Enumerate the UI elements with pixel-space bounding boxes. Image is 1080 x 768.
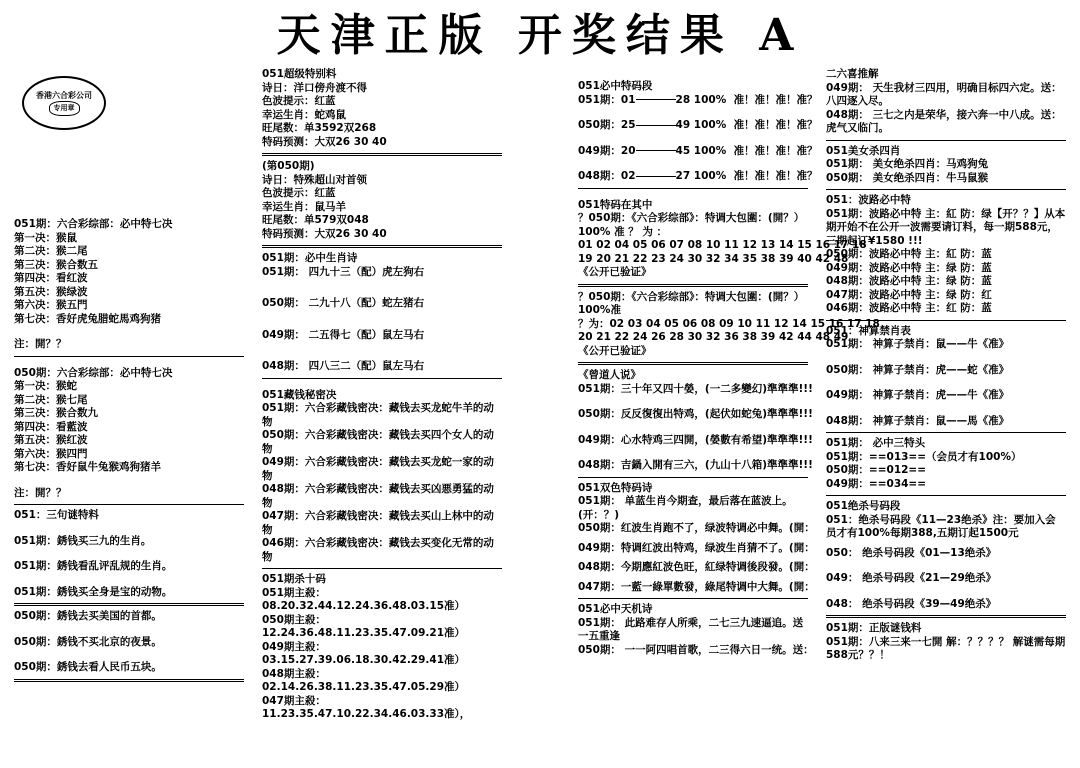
text-line: ？050期：《六合彩综部》：特调大包圍：(開？） <box>578 212 805 224</box>
text-line: 第五决：猴红波 <box>14 434 88 446</box>
text-line: 幸运生肖：鼠马羊 <box>262 200 346 213</box>
text-line: 049期：特调红波出特鸡，绿波生肖猜不了。(開： <box>578 541 815 554</box>
text-line: ？为：02 03 04 05 06 08 09 10 11 12 14 15 16 17 18 <box>578 317 880 330</box>
text-line: 特码预测：大双26 30 40 <box>262 227 387 240</box>
section-title: 051绝杀号码段 <box>826 500 901 512</box>
text-line: 050期：==012== <box>826 464 927 476</box>
text-line: 第三决：猴合数九 <box>14 407 98 419</box>
range-tag: 准！准！准！准？ <box>733 144 818 157</box>
text-line: 100%准 <box>578 304 621 316</box>
text-line: 050： 绝杀号码段《01—13绝杀》 <box>826 546 997 559</box>
range-end: 28 100% <box>675 93 727 106</box>
column-4 <box>826 68 1066 663</box>
text-line: 047期主殺：11.23.35.47.10.22.34.46.03.33准）， <box>262 694 471 720</box>
text-line: 049期：波路必中特 主：绿 防：蓝 <box>826 261 992 274</box>
column-1 <box>14 70 244 686</box>
text-line: 051：绝杀号码段《11—23绝杀》注：要加入会员才有100%每期388,五期订起1500元 <box>826 513 1056 539</box>
text-line: 048期： 三七之内是荣华，接六奔一中八成。送：虎气又临门。 <box>826 108 1062 134</box>
text-line: 048： 绝杀号码段《39—49绝杀》 <box>826 597 997 610</box>
section-title: 051藏钱秘密决 <box>262 388 337 401</box>
section-title: 051：三句谜特料 <box>14 509 99 521</box>
text-line: 051期：波路必中特 主：紅 防：绿【开？？】从本期开始不在公开一波需要请订料，每一期588元，三期起订¥1580 !!! <box>826 207 1066 247</box>
text-line: 049期：心水特鸡三四開，(嫈數有希望)準準準!!! <box>578 433 813 446</box>
text-line: 050期：波路必中特 主：紅 防：蓝 <box>826 248 992 260</box>
text-line: 051期： 单蓝生肖今期查，最后落在蓝波上。(开：？) <box>578 495 793 521</box>
secret-seven-050 <box>14 367 244 475</box>
text-line: 046期：波路必中特 主：红 防：蓝 <box>826 302 992 314</box>
section-title: 051期：正版谜钱料 <box>826 622 922 634</box>
text-line: 100% 准 ？ 为 ： <box>578 225 668 238</box>
section-title: 051超级特别料 <box>262 68 337 80</box>
text-line: 特码预测：大双26 30 40 <box>262 135 387 148</box>
text-line: 046期：六合彩藏钱密决：藏钱去买变化无常的动物 <box>262 537 494 563</box>
special-material-051 <box>262 68 502 149</box>
text-line: 第二决：猴七尾 <box>14 393 88 406</box>
range-end: 49 100% <box>675 119 727 131</box>
range-row <box>578 170 818 184</box>
text-line: 047期：一藍一綠單數發，綠尾特调中大舞。(開： <box>578 580 815 593</box>
text-line: 051期： 神算子禁肖：鼠——牛《准》 <box>826 338 1010 350</box>
text-line: 048期：六合彩藏钱密决：藏钱去买凶悪勇猛的动物 <box>262 483 494 509</box>
text-line: 051期： 美女绝杀四肖：马鸡狗兔 <box>826 158 989 170</box>
text-line: 051期：八来三来一七開 解：？？？？ 解谜需每期588元？？！ <box>826 635 1066 661</box>
text-line: 050期： 美女绝杀四肖：牛马鼠猴 <box>826 171 989 184</box>
text-line: 050期： 一一阿四唱首歌，二三得六日一统。送： <box>578 643 814 656</box>
text-line: 第七决：香好虎兔腊蛇馬鸡狗猪 <box>14 312 161 325</box>
text-line: 047期：波路必中特 主：绿 防：红 <box>826 288 992 301</box>
text-line: 048期：吉鍋入開有三六，(九山十八箱)準準準!!! <box>578 459 813 471</box>
range-row <box>578 93 818 108</box>
text-line: 051期：銹钱买全身是宝的动物。 <box>14 585 173 598</box>
text-line: 051期：銹钱看乱评乱规的生肖。 <box>14 560 173 572</box>
range-end: 45 100% <box>675 144 727 157</box>
page-title: 天津正版 开奖结果 A <box>276 10 804 61</box>
range-row <box>578 144 818 159</box>
note-line: 注：開？？ <box>14 486 67 499</box>
section-title: 051必中天机诗 <box>578 603 653 615</box>
text-line: 049期主殺：03.15.27.39.06.18.30.42.29.41准） <box>262 640 466 666</box>
text-line: 诗日：特殊超山对首领 <box>262 173 367 186</box>
section-title: 051双色特码诗 <box>578 481 653 494</box>
text-line: 《公开已验证》 <box>578 266 652 278</box>
text-line: 诗日：洋口傍舟渡不得 <box>262 81 367 94</box>
special-material-050 <box>262 160 502 241</box>
text-line: 第四决：看红波 <box>14 272 88 284</box>
text-line: 第一决：猴鼠 <box>14 231 77 244</box>
text-line: 色波提示：红蓝 <box>262 95 336 107</box>
text-line: 050期：六合彩综部：必中特七决 <box>14 366 173 379</box>
text-line: 050期：銹钱不买北京的夜景。 <box>14 635 162 648</box>
text-line: 051期：六合彩藏钱密决：藏钱去买龙蛇牛羊的动物 <box>262 402 494 428</box>
text-line: 049期：==034== <box>826 477 927 490</box>
seal-subtext: 专用章 <box>49 101 80 116</box>
text-line: 旺尾数：单579双048 <box>262 214 369 226</box>
text-line: 050期： 神算子禁肖：虎——蛇《准》 <box>826 363 1010 376</box>
secret-seven-051 <box>14 218 244 326</box>
text-line: 20 21 22 24 26 28 30 32 36 38 39 42 44 48 49 <box>578 331 849 343</box>
text-line: 050期：红波生肖跑不了，绿波特调必中舞。(開： <box>578 522 815 534</box>
text-line: 049期： 二五得七（配）鼠左马右 <box>262 328 425 341</box>
text-line: 050期：六合彩藏钱密决：藏钱去买四个女人的动物 <box>262 429 494 455</box>
section-title: 《曾道人说》 <box>578 369 641 381</box>
range-tag: 准！准！准！准？ <box>733 93 818 106</box>
text-line: 050期： 二九十八（配）蛇左猪右 <box>262 297 425 309</box>
dash-line <box>636 176 676 177</box>
text-line: 049期： 天生我材三四用，明确目标四六定。送：八四逐入尽。 <box>826 81 1062 107</box>
note-line: 注：開？？ <box>14 338 67 350</box>
text-line: 第七决：香好鼠牛兔猴鸡狗猪羊 <box>14 461 161 473</box>
text-line: (第050期) <box>262 160 315 172</box>
text-line: 050期：銹钱去看人民币五块。 <box>14 661 162 673</box>
section-title: 051期：必中生肖诗 <box>262 252 358 264</box>
text-line: 047期：六合彩藏钱密决：藏钱去买山上林中的动物 <box>262 510 494 536</box>
text-line: 049： 绝杀号码段《21—29绝杀》 <box>826 572 997 584</box>
text-line: 049期： 神算子禁肖：虎——牛《准》 <box>826 389 1010 401</box>
text-line: 050期主殺：12.24.36.48.11.23.35.47.09.21准） <box>262 613 466 639</box>
section-title: 051美女杀四肖 <box>826 144 901 157</box>
text-line: 第四决：看藍波 <box>14 420 88 433</box>
range-end: 27 100% <box>675 170 727 182</box>
section-title: 051：神算禁肖表 <box>826 324 911 337</box>
text-line: 第六决：猴五門 <box>14 299 88 311</box>
text-line: 048期： 神算子禁肖：鼠——馬《准》 <box>826 414 1010 427</box>
seal-text: 香港六合彩公司 <box>36 91 92 100</box>
text-line: 048期：今期應紅波色旺，紅绿特调後段發。(開： <box>578 561 815 573</box>
range-period: 051期：01 <box>578 93 636 106</box>
text-line: 幸运生肖：蛇鸡鼠 <box>262 108 346 121</box>
range-period: 049期：20 <box>578 144 636 157</box>
dash-line <box>636 125 676 126</box>
text-line: 01 02 04 05 06 07 08 10 11 12 13 14 15 16 17 18 <box>578 239 867 251</box>
text-line: 《公开已验证》 <box>578 344 652 357</box>
range-period: 048期：02 <box>578 170 636 182</box>
dash-line <box>636 99 676 100</box>
text-line: 色波提示：红蓝 <box>262 187 336 199</box>
text-line: 049期：六合彩藏钱密决：藏钱去买龙蛇一家的动物 <box>262 456 494 482</box>
dash-line <box>636 150 676 151</box>
section-title: 051必中特码段 <box>578 80 653 92</box>
section-title: 051：波路必中特 <box>826 194 911 206</box>
text-line: 051期： 四九十三（配）虎左狗右 <box>262 265 425 278</box>
column-2 <box>262 68 502 722</box>
text-line: 第三决：猴合数五 <box>14 258 98 271</box>
text-line: 第五决：猴绿波 <box>14 285 88 298</box>
text-line: 19 20 21 22 23 24 30 32 34 35 38 39 40 42 48 <box>578 252 849 265</box>
text-line: 050期：銹钱去买美国的首都。 <box>14 610 162 622</box>
text-line: 旺尾数：单3592双268 <box>262 122 377 134</box>
text-line: 051期主殺：08.20.32.44.12.24.36.48.03.15准） <box>262 586 466 612</box>
section-title: 051特码在其中 <box>578 198 653 211</box>
text-line: 051期：銹钱买三九的生肖。 <box>14 534 152 547</box>
text-line: 第一决：猴蛇 <box>14 380 77 392</box>
section-title: 二六喜推解 <box>826 68 879 80</box>
text-line: 051期：六合彩综部：必中特七决 <box>14 218 173 230</box>
text-line: 051期：==013==（会员才有100%） <box>826 450 1022 463</box>
text-line: 051期：三十年又四十嫈，(一二多變幻)準準準!!! <box>578 382 813 395</box>
text-line: 048期：波路必中特 主：绿 防：蓝 <box>826 275 992 287</box>
range-row <box>578 119 818 133</box>
range-tag: 准！准！准！准？ <box>733 119 818 131</box>
text-line: 048期： 四八三二（配）鼠左马右 <box>262 360 425 372</box>
text-line: 051期： 此路难存人所乘，二七三九速逼追。送一五重逢 <box>578 616 804 642</box>
section-title: 051期： 必中三特头 <box>826 437 926 449</box>
text-line: 050期：反反復復出特鸡，(起伏如蛇兔)準準準!!! <box>578 408 813 420</box>
text-line: 第六决：猴四門 <box>14 447 88 460</box>
text-line: 第二决：猴二尾 <box>14 245 88 257</box>
range-period: 050期：25 <box>578 119 636 131</box>
text-line: ？050期：《六合彩综部》：特调大包圍：(開？） <box>578 290 805 303</box>
range-tag: 准！准！准！准？ <box>733 170 818 182</box>
section-title: 051期杀十码 <box>262 573 326 585</box>
text-line: 048期主殺：02.14.26.38.11.23.35.47.05.29准） <box>262 667 466 693</box>
